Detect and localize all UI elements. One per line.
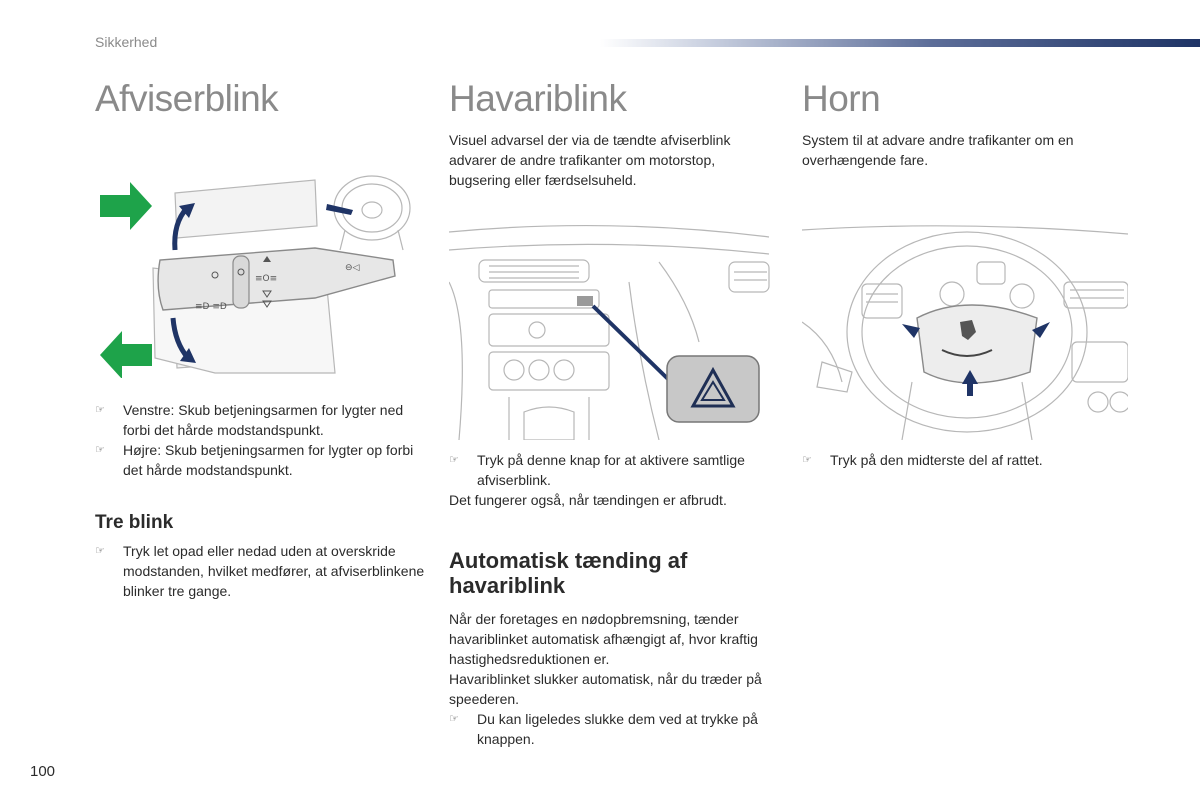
section-label: Sikkerhed xyxy=(95,34,158,50)
green-arrow-left-icon xyxy=(100,331,152,378)
green-arrow-right-icon xyxy=(100,182,152,230)
bullet-venstre: ☞ Venstre: Skub betjeningsarmen for lygter ned forbi det hårde modstandspunkt. xyxy=(95,402,404,438)
column3-body xyxy=(802,450,1132,470)
bullet-tre-blink: ☞ Tryk let opad eller nedad uden at overskride modstanden, hvilket medfører, at afviserblinkene blinker tre gange. xyxy=(95,543,425,599)
column2-body xyxy=(449,450,779,749)
intro-horn: System til at advare andre trafikanter om en overhængende fare. xyxy=(802,132,1074,168)
bullet-marker-icon: ☞ xyxy=(449,454,459,466)
svg-text:≡O≡: ≡O≡ xyxy=(255,274,278,284)
svg-text:≡D ≡D: ≡D ≡D xyxy=(195,302,227,312)
bullet-marker-icon: ☞ xyxy=(95,545,105,557)
bullet-marker-icon: ☞ xyxy=(95,404,105,416)
column1-bullets xyxy=(95,400,425,601)
svg-text:⊖◁: ⊖◁ xyxy=(345,263,360,273)
header-bar xyxy=(600,39,1200,47)
subtitle-automatisk: Automatisk tænding af havariblink xyxy=(449,548,688,598)
bullet-slukke: ☞ Du kan ligeledes slukke dem ved at trykke på knappen. xyxy=(449,711,758,747)
note-ignition: Det fungerer også, når tændingen er afbrudt. xyxy=(449,492,727,508)
bullet-marker-icon: ☞ xyxy=(449,713,459,725)
subtitle-tre-blink: Tre blink xyxy=(95,512,174,533)
title-havariblink: Havariblink xyxy=(449,78,627,119)
bullet-hazard-button: ☞ Tryk på denne knap for at aktivere samtlige afviserblink. xyxy=(449,452,745,488)
para-nodopbremsning: Når der foretages en nødopbremsning, tænder havariblinket automatisk afhængigt af, hvor kraftig hastighedsreduktionen er. xyxy=(449,611,758,667)
para-slukker: Havariblinket slukker automatisk, når du træder på speederen. xyxy=(449,671,762,707)
column-horn xyxy=(802,78,1132,170)
intro-havariblink: Visuel advarsel der via de tændte afviserblink advarer de andre trafikanter om motorstop, bugsering eller færdselsuheld. xyxy=(449,132,731,188)
dashboard-hazard-illustration xyxy=(449,222,774,440)
title-afviserblink: Afviserblink xyxy=(95,78,279,119)
bullet-horn: ☞ Tryk på den midterste del af rattet. xyxy=(802,452,1043,468)
hazard-triangle-icon xyxy=(667,356,759,422)
title-horn: Horn xyxy=(802,78,881,119)
steering-wheel-horn-illustration xyxy=(802,222,1128,440)
bullet-marker-icon: ☞ xyxy=(802,454,812,466)
column-havariblink xyxy=(449,78,779,190)
page-number: 100 xyxy=(30,763,56,780)
column-afviserblink xyxy=(95,78,425,130)
bullet-hojre: ☞ Højre: Skub betjeningsarmen for lygter op forbi det hårde modstandspunkt. xyxy=(95,442,414,478)
stalk-illustration xyxy=(95,168,417,378)
bullet-marker-icon: ☞ xyxy=(95,444,105,456)
